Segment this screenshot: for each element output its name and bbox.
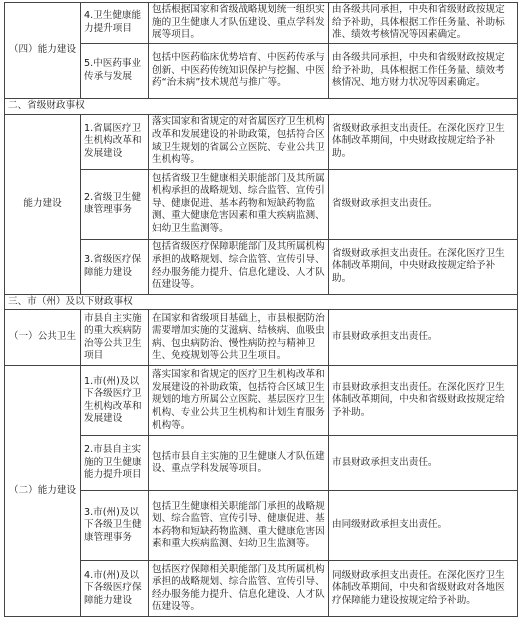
section-title: 三、市（州）及以下财政事权 (5, 294, 518, 310)
responsibility-cell: 省级财政承担支出责任。在深化医疗卫生体制改革期间，中央财政按规定给予补助。 (329, 239, 518, 294)
table-row (5, 366, 518, 436)
content-cell: 包括省级卫生健康相关职能部门及其所属机构承担的战略规划、综合监管、宣传引导、健康促进、基本药物和短缺药物监测、重大健康危害因素和重大疾病监测、妇幼卫生监测等。 (149, 169, 329, 239)
table-row (5, 436, 518, 491)
item-name-cell: 2.市县自主实施的卫生健康能力提升项目 (81, 436, 149, 491)
responsibility-cell: 同级财政承担支出责任。在深化医疗卫生体制改革期间，中央和省级财政对各地医疗保障能力建设按规定给予补助。 (329, 561, 518, 617)
item-name-cell: 市县自主实施的重大疾病防治等公共卫生项目 (81, 310, 149, 366)
responsibility-cell: 由同级财政承担支出责任。 (329, 491, 518, 561)
content-cell: 落实国家和省规定的医疗卫生机构改革和发展建设的补助政策，包括符合区域卫生规划的地方所属公立医院、基层医疗卫生机构、专业公共卫生机构和计划生育服务机构等。 (149, 366, 329, 436)
responsibility-cell: 由各级共同承担，中央和省级财政按规定给予补助，具体根据工作任务量、绩效考核情况、地方财力状况等因素确定。 (329, 44, 518, 99)
responsibility-cell: 省级财政承担支出责任。 (329, 169, 518, 239)
table-row (5, 491, 518, 561)
content-cell: 包括省级医疗保障职能部门及其所属机构承担的战略规划、综合监管、宣传引导、经办服务能力提升、信息化建设、人才队伍建设等。 (149, 239, 329, 294)
content-cell: 包括中医药临床优势培育、中医药传承与创新、中医药传统知识保护与挖掘、中医药“治未病”技术规范与推广等。 (149, 44, 329, 99)
fiscal-responsibility-table (4, 2, 518, 617)
content-cell: 在国家和省级项目基础上，市县根据防治需要增加实施的艾滋病、结核病、血吸虫病、包虫病防治、慢性病防控与精神卫生、免疫规划等公共卫生项目。 (149, 310, 329, 366)
section-title: 二、省级财政事权 (5, 99, 518, 115)
content-cell: 包括市县自主实施的卫生健康人才队伍建设、重点学科发展等项目。 (149, 436, 329, 491)
table-row (5, 310, 518, 366)
section-header-row (5, 99, 518, 115)
content-cell: 包括根据国家和省级战略规划统一组织实施的卫生健康人才队伍建设、重点学科发展等项目。 (149, 3, 329, 44)
responsibility-cell: 省级财政承担支出责任。在深化医疗卫生体制改革期间，中央财政按规定给予补助。 (329, 114, 518, 169)
table-row (5, 239, 518, 294)
item-name-cell: 1.省属医疗卫生机构改革和发展建设 (81, 114, 149, 169)
category-cell: （二）能力建设 (5, 366, 81, 617)
content-cell: 包括医疗保障相关职能部门及其所属机构承担的战略规划、综合监管、宣传引导、经办服务能力提升、信息化建设、人才队伍建设等。 (149, 561, 329, 617)
item-name-cell: 2.省级卫生健康管理事务 (81, 169, 149, 239)
table-body (5, 3, 518, 617)
content-cell: 落实国家和省规定的对省属医疗卫生机构改革和发展建设的补助政策，包括符合区域卫生规划的省属公立医院、专业公共卫生机构等。 (149, 114, 329, 169)
table-row (5, 114, 518, 169)
table-row (5, 3, 518, 44)
category-cell: （四）能力建设 (5, 3, 81, 99)
item-name-cell: 1.市(州)及以下各级医疗卫生机构改革和发展建设 (81, 366, 149, 436)
responsibility-cell: 由各级共同承担，中央和省级财政按规定给予补助，具体根据工作任务量、补助标准、绩效考核情况等因素确定。 (329, 3, 518, 44)
responsibility-cell: 市县财政承担支出责任。 (329, 436, 518, 491)
item-name-cell: 3.市(州)及以下各级卫生健康管理事务 (81, 491, 149, 561)
table-row (5, 44, 518, 99)
category-cell: （一）公共卫生 (5, 310, 81, 366)
section-header-row (5, 294, 518, 310)
item-name-cell: 4.市(州)及以下各级医疗保障能力建设 (81, 561, 149, 617)
responsibility-cell: 市县财政承担支出责任。在深化医疗卫生体制改革期间，中央和省级财政按规定给予补助。 (329, 366, 518, 436)
category-cell: 能力建设 (5, 114, 81, 294)
table-row (5, 561, 518, 617)
item-name-cell: 3.省级医疗保障能力建设 (81, 239, 149, 294)
item-name-cell: 5.中医药事业传承与发展 (81, 44, 149, 99)
item-name-cell: 4.卫生健康能力提升项目 (81, 3, 149, 44)
responsibility-cell: 市县财政承担支出责任。 (329, 310, 518, 366)
table-row (5, 169, 518, 239)
content-cell: 包括卫生健康相关职能部门承担的战略规划、综合监管、宣传引导、健康促进、基本药物和短缺药物监测、重大健康危害因素和重大疾病监测、妇幼卫生监测等。 (149, 491, 329, 561)
